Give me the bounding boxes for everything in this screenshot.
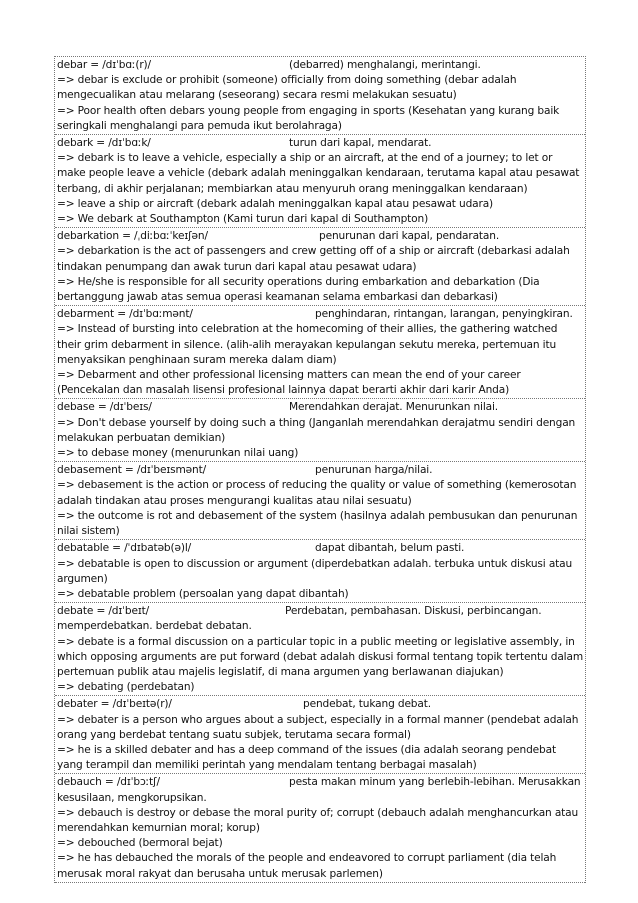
meaning: Perdebatan, pembahasan. Diskusi, perbincangan. memperdebatkan. berdebat debatan. (57, 605, 542, 633)
example-line: => the outcome is rot and debasement of the system (hasilnya adalah pembusukan dan penurunan nilai sistem) (57, 509, 578, 538)
meaning: penurunan harga/nilai. (315, 464, 433, 477)
example-line: => debauch is destroy or debase the moral purity of; corrupt (debauch adalah menghancurkan atau merendahkan kemurnian moral; korup) (57, 806, 579, 834)
example-line: => to debase money (menurunkan nilai uang) (57, 447, 299, 460)
entry-debark (55, 135, 585, 228)
example-line: => debater is a person who argues about a subject, especially in a formal manner (pendebat adalah orang yang berdebat tentang suatu subjek, terutama secara formal) (57, 713, 579, 741)
example-line: => debate is a formal discussion on a particular topic in a public meeting or legislative assembly, in which opposing arguments are put forward (debat adalah diskusi formal tentang topik tertentu dalam pertemuan publik atau majelis legislatif, di mana argumen yang berlawanan diajukan) (57, 635, 583, 678)
entry-debatable (55, 540, 585, 603)
entry-head (57, 541, 583, 556)
entry-head (57, 229, 583, 244)
entry-head (57, 697, 583, 712)
example-line: => debarkation is the act of passengers and crew getting off of a ship or aircraft (debarkasi adalah tindakan penumpang dan awak turun dari kapal atau pesawat udara) (57, 245, 570, 273)
entry-debarkation (55, 228, 585, 306)
meaning: (debarred) menghalangi, merintangi. (289, 59, 481, 71)
example-line: => leave a ship or aircraft (debark adalah meninggalkan kapal atau pesawat udara) (57, 197, 494, 210)
example-line: => he has debauched the morals of the people and endeavored to corrupt parliament (dia telah merusak moral rakyat dan berusaha untuk merusak parlemen) (57, 852, 557, 880)
example-line: => Debarment and other professional licensing matters can mean the end of your career (Pencekalan dan masalah lisensi profesional lainnya dapat berarti akhir dari karir Anda) (57, 369, 521, 397)
example-line: => Instead of bursting into celebration at the homecoming of their allies, the gathering watched their grim debarment in silence. (alih-alih merayakan kepulangan sekutu mereka, pertemuan itu menyaksikan penghinaan suram mereka dalam diam) (57, 323, 558, 366)
headword: debase = /dɪˈbeɪs/ (57, 401, 152, 414)
example-line: => Don't debase yourself by doing such a thing (Janganlah merendahkan derajatmu sendiri dengan melakukan perbuatan demikian) (57, 416, 576, 444)
meaning: turun dari kapal, mendarat. (289, 137, 432, 150)
headword: debauch = /dɪˈbɔːtʃ/ (57, 776, 160, 789)
headword: debatable = /ˈdɪbatəb(ə)l/ (57, 542, 192, 555)
entry-head (57, 58, 583, 73)
example-line: => debark is to leave a vehicle, especially a ship or an aircraft, at the end of a journey; to let or make people leave a vehicle (debark adalah meninggalkan kendaraan, terutama kapal atau pesawat terbang, di akhir perjalanan; membiarkan atau menyuruh orang meninggalkan kendaraan) (57, 152, 580, 195)
example-line: => he is a skilled debater and has a deep command of the issues (dia adalah seorang pendebat yang terampil dan memiliki perintah yang mendalam tentang berbagai masalah) (57, 743, 556, 772)
headword: debar = /dɪˈbɑː(r)/ (57, 59, 151, 71)
meaning: pendebat, tukang debat. (303, 698, 431, 711)
meaning: penurunan dari kapal, pendaratan. (319, 230, 500, 243)
example-line: => He/she is responsible for all security operations during embarkation and debarkation (Dia bertanggung jawab atas semua operasi keamanan selama embarkasi dan debarkasi) (57, 275, 540, 304)
meaning: penghindaran, rintangan, larangan, penyingkiran. (315, 308, 573, 321)
example-line: => debatable is open to discussion or argument (diperdebatkan adalah. terbuka untuk diskusi atau argumen) (57, 557, 573, 585)
entry-debate (55, 603, 585, 696)
meaning: Merendahkan derajat. Menurunkan nilai. (289, 401, 498, 414)
headword: debater = /dɪˈbeɪtə(r)/ (57, 698, 172, 711)
example-line: => debating (perdebatan) (57, 681, 195, 694)
headword: debasement = /dɪˈbeɪsmənt/ (57, 464, 207, 477)
meaning: dapat dibantah, belum pasti. (315, 542, 465, 555)
entry-head (57, 307, 583, 322)
entry-debarment (55, 306, 585, 399)
entry-debauch (55, 774, 585, 882)
headword: debate = /dɪˈbeɪt/ (57, 605, 150, 618)
example-line: => debouched (bermoral bejat) (57, 837, 223, 850)
example-line: => Poor health often debars young people from engaging in sports (Kesehatan yang kurang baik seringkali menghalangi para pemuda ikut berolahraga) (57, 104, 560, 132)
headword: debark = /dɪˈbɑːk/ (57, 137, 151, 150)
entry-head (57, 463, 583, 478)
example-line: => debar is exclude or prohibit (someone) officially from doing something (debar adalah mengecualikan atau melarang (seseorang) secara resmi melakukan sesuatu) (57, 74, 517, 102)
entry-debar (55, 57, 585, 135)
entry-debasement (55, 462, 585, 540)
example-line: => debatable problem (persoalan yang dapat dibantah) (57, 587, 349, 600)
example-line: => debasement is the action or process of reducing the quality or value of something (kemerosotan adalah tindakan atau proses mengurangi kualitas atau nilai sesuatu) (57, 479, 577, 507)
entry-head (57, 400, 583, 415)
dictionary-table (54, 56, 586, 883)
meaning: pesta makan minum yang berlebih-lebihan. Merusakkan kesusilaan, mengkorupsikan. (57, 776, 581, 804)
entry-head (57, 604, 583, 634)
entry-head (57, 775, 583, 805)
headword: debarment = /dɪˈbɑːmənt/ (57, 308, 193, 321)
entry-debase (55, 399, 585, 462)
entry-debater (55, 696, 585, 774)
headword: debarkation = /ˌdiːbɑːˈkeɪʃən/ (57, 230, 208, 243)
example-line: => We debark at Southampton (Kami turun dari kapal di Southampton) (57, 213, 429, 226)
entry-head (57, 136, 583, 151)
